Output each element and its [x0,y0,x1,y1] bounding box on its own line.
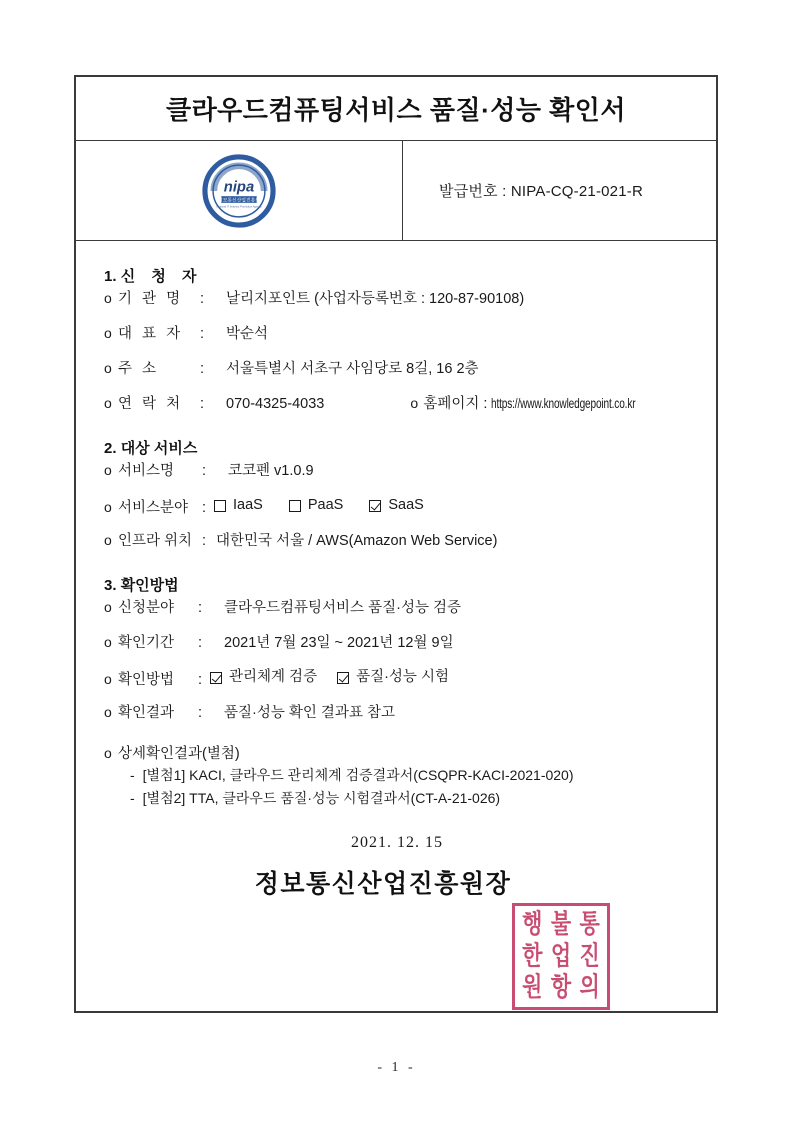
checkbox-label-management-system: 관리체계 검증 [229,669,318,685]
seal-character: 한 [522,940,543,971]
attachment-item-2 [130,788,694,808]
value-service-name: 코코펜 v1.0.9 [228,463,314,479]
value-contact: 070-4325-4033 [226,396,325,412]
bullet-marker: o [104,634,112,650]
attachment-item-1 [130,765,694,785]
bullet-marker: o [104,462,112,478]
checkbox-quality-performance-checked-icon[interactable] [337,672,349,684]
verification-method-checkbox-group [202,669,469,686]
signature-area [100,834,694,900]
checkbox-management-system-checked-icon[interactable] [210,672,222,684]
row-service-field [104,497,694,529]
label-contact: 연 락 처 : [118,396,204,412]
service-heading-number: 2. [104,440,117,457]
checkbox-item-management-system[interactable] [210,669,317,686]
seal-character: 원 [522,972,543,1003]
checkbox-label-paas: PaaS [307,497,344,513]
issue-number-value: NIPA-CQ-21-021-R [510,183,643,200]
seal-character: 불 [550,909,572,940]
value-verification-period: 2021년 7월 23일 ~ 2021년 12월 9일 [224,635,454,651]
bullet-marker: o [104,360,112,376]
verification-heading-text: 확인방법 [120,577,179,594]
row-contact [104,395,694,427]
label-verification-method: 확인방법 : [118,671,202,688]
seal-character: 항 [550,972,572,1003]
bullet-marker: o [104,670,112,687]
svg-text:nipa: nipa [223,179,255,196]
row-verification-result [104,704,694,736]
svg-text:정보통신산업진흥원: 정보통신산업진흥원 [218,198,260,204]
bullet-marker: o [104,325,112,341]
bullet-marker: o [104,532,112,548]
bullet-marker: o [104,395,112,411]
attachment-dash: - [130,790,135,806]
label-organization-name: 기 관 명 : [118,291,204,307]
applicant-heading-text: 신 청 자 [120,268,203,285]
official-seal-stamp [512,903,610,1010]
row-organization-name [104,290,694,322]
label-verification-period: 확인기간 : [118,635,202,651]
bullet-marker: o [104,599,112,615]
issue-number-cell [403,141,716,240]
seal-character: 행 [522,909,543,940]
checkbox-paas-icon[interactable] [289,500,301,512]
signature-date: 2021. 12. 15 [351,834,443,851]
row-infrastructure-location [104,532,694,564]
checkbox-saas-checked-icon[interactable] [369,500,381,512]
nipa-logo-icon [202,154,276,228]
row-verification-method [104,669,694,701]
attachment-text-2: [별첨2] TTA, 클라우드 품질·성능 시험결과서(CT-A-21-026) [142,790,501,806]
signature-organization: 정보통신산업진흥원장 [254,871,512,898]
bullet-marker: o [104,745,112,761]
checkbox-iaas-icon[interactable] [214,500,226,512]
certificate-body [76,241,716,900]
attachment-dash: - [130,767,135,783]
section-heading-verification [104,574,694,595]
certificate-frame [74,75,718,1013]
attachments-heading: 상세확인결과(별첨) [118,746,240,762]
checkbox-item-quality-performance[interactable] [337,669,449,686]
logo-cell [76,141,403,240]
label-infrastructure-location: 인프라 위치 : [118,533,206,549]
issue-number-label: 발급번호 : [439,183,507,200]
title-band [76,77,716,141]
identification-band [76,141,716,241]
service-heading-text: 대상 서비스 [120,440,198,457]
row-address [104,360,694,392]
bullet-marker: o [104,704,112,720]
label-service-field: 서비스분야 : [118,499,206,516]
value-organization-name: 날리지포인트 (사업자등록번호 : 120-87-90108) [226,291,525,307]
row-verification-period [104,634,694,666]
bullet-marker: o [410,395,419,411]
value-address: 서울특별시 서초구 사임당로 8길, 16 2층 [226,361,479,377]
document-title: 클라우드컴퓨팅서비스 품질·성능 확인서 [165,95,627,125]
row-application-field [104,599,694,631]
checkbox-item-saas[interactable] [369,497,423,514]
verification-heading-number: 3. [104,577,117,594]
seal-character: 진 [579,940,600,971]
seal-character: 의 [579,972,600,1003]
label-verification-result: 확인결과 : [118,705,202,721]
label-homepage: 홈페이지 : [423,396,488,412]
service-field-checkbox-group [206,497,424,514]
page-number-footer: - 1 - [377,1060,416,1075]
checkbox-label-quality-performance: 품질·성능 시험 [356,669,449,685]
seal-character: 업 [550,940,572,971]
applicant-heading-number: 1. [104,268,117,285]
checkbox-item-iaas[interactable] [214,497,263,514]
checkbox-item-paas[interactable] [289,497,343,514]
label-application-field: 신청분야 : [118,600,202,616]
value-homepage-url[interactable]: https://www.knowledgepoint.co.kr [491,395,636,411]
section-heading-service [104,437,694,458]
checkbox-label-saas: SaaS [388,497,424,513]
attachment-text-1: [별첨1] KACI, 클라우드 관리체계 검증결과서(CSQPR-KACI-2021-020) [142,767,574,783]
row-service-name [104,462,694,494]
checkbox-label-iaas: IaaS [233,497,263,513]
issue-number-text [439,180,643,201]
label-service-name: 서비스명 : [118,463,206,479]
attachments-heading-row [104,742,694,763]
value-application-field: 클라우드컴퓨팅서비스 품질·성능 검증 [224,600,461,616]
bullet-marker: o [104,290,112,306]
bullet-marker: o [104,498,112,515]
row-representative [104,325,694,357]
label-address: 주 소 : [118,361,204,377]
svg-text:National IT Industry Promotion: National IT Industry Promotion Agency [216,205,262,209]
homepage-group [410,395,692,413]
value-representative: 박순석 [226,326,269,342]
value-infrastructure-location: 대한민국 서울 / AWS(Amazon Web Service) [216,533,498,549]
seal-character: 통 [579,909,600,940]
section-heading-applicant [104,265,694,286]
label-representative: 대 표 자 : [118,326,204,342]
value-verification-result: 품질·성능 확인 결과표 참고 [224,705,395,721]
